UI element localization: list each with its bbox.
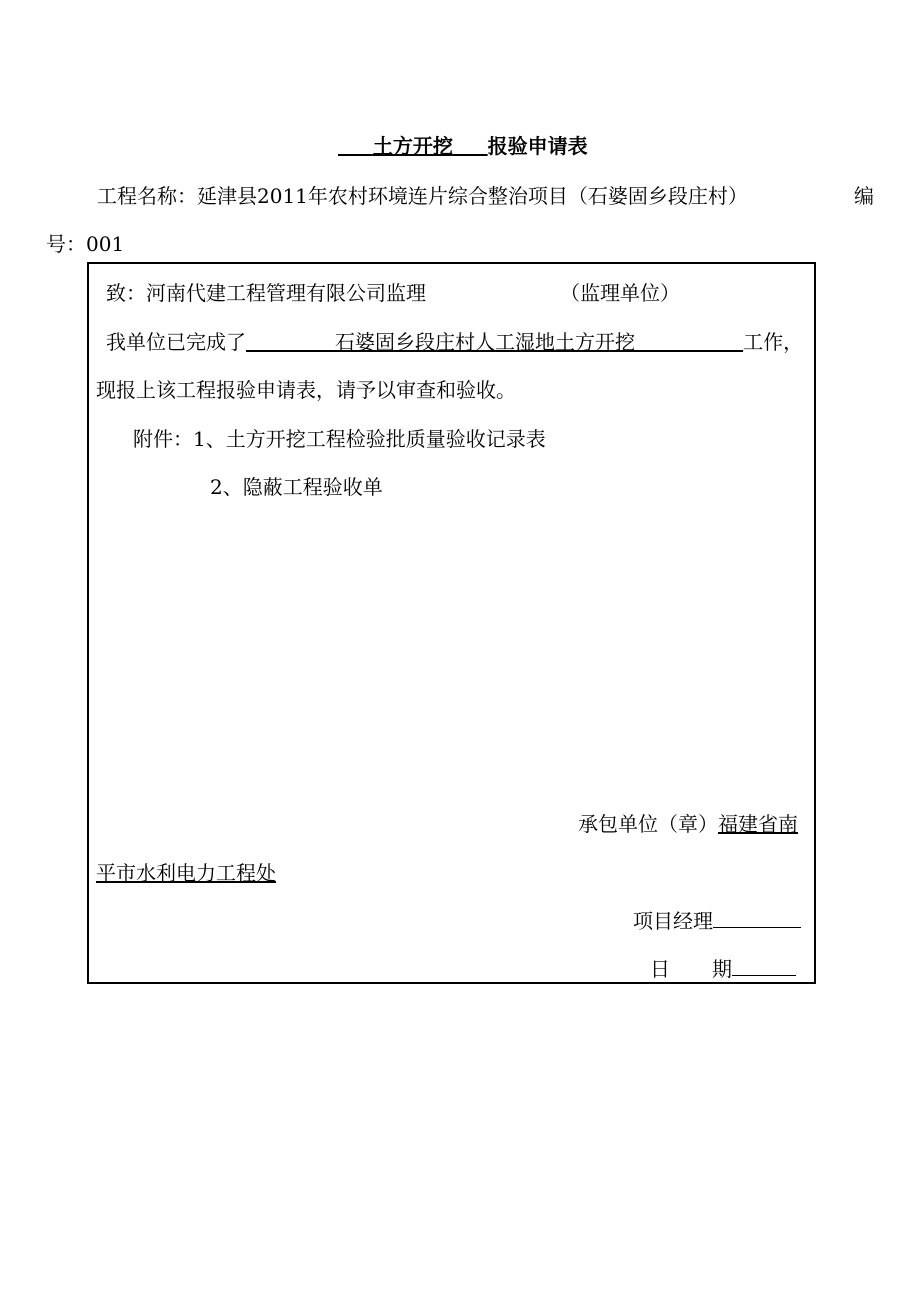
report-line: 现报上该工程报验申请表，请予以审查和验收。 xyxy=(96,378,516,402)
title-underlined: 土方开挖 xyxy=(372,134,453,158)
to-label: 致： xyxy=(106,281,146,305)
supervisor-company: 河南代建工程管理有限公司监理 xyxy=(146,281,426,305)
manager-label: 项目经理 xyxy=(633,909,713,933)
project-name-line xyxy=(97,180,748,209)
attachment-2: 2、隐蔽工程验收单 xyxy=(210,475,383,499)
recipient-line xyxy=(106,277,426,306)
title-rest: 报验申请表 xyxy=(487,134,588,158)
contractor-name-part1: 福建省南 xyxy=(718,812,798,836)
completed-prefix: 我单位已完成了 xyxy=(106,330,246,354)
contractor-label: 承包单位（章） xyxy=(578,812,718,836)
date-label-part2: 期 xyxy=(712,957,732,981)
date-blank xyxy=(732,957,796,976)
date-label-part1: 日 xyxy=(650,957,670,981)
attachment-line-1 xyxy=(133,423,546,452)
completed-work-line xyxy=(106,326,803,355)
number-value: 001 xyxy=(86,232,125,256)
number-line xyxy=(46,228,124,257)
number-label-part1: 编 xyxy=(854,184,874,208)
contractor-line xyxy=(578,808,798,837)
attachment-1: 1、土方开挖工程检验批质量验收记录表 xyxy=(193,427,546,451)
contractor-name-part2: 平市水利电力工程处 xyxy=(96,861,276,885)
completed-work-name: 石婆固乡段庄村人工湿地土方开挖 xyxy=(335,330,636,354)
project-manager-line xyxy=(633,905,801,934)
project-label: 工程名称： xyxy=(97,184,197,208)
page-title xyxy=(338,130,588,159)
supervisor-unit-label: （监理单位） xyxy=(560,281,680,305)
attachments-label: 附件： xyxy=(133,427,193,451)
completed-suffix: 工作， xyxy=(743,330,804,354)
number-label-part2: 号： xyxy=(46,232,86,256)
date-line xyxy=(650,953,796,982)
project-name: 延津县2011年农村环境连片综合整治项目（石婆固乡段庄村） xyxy=(197,184,748,208)
manager-signature-blank xyxy=(713,909,801,928)
